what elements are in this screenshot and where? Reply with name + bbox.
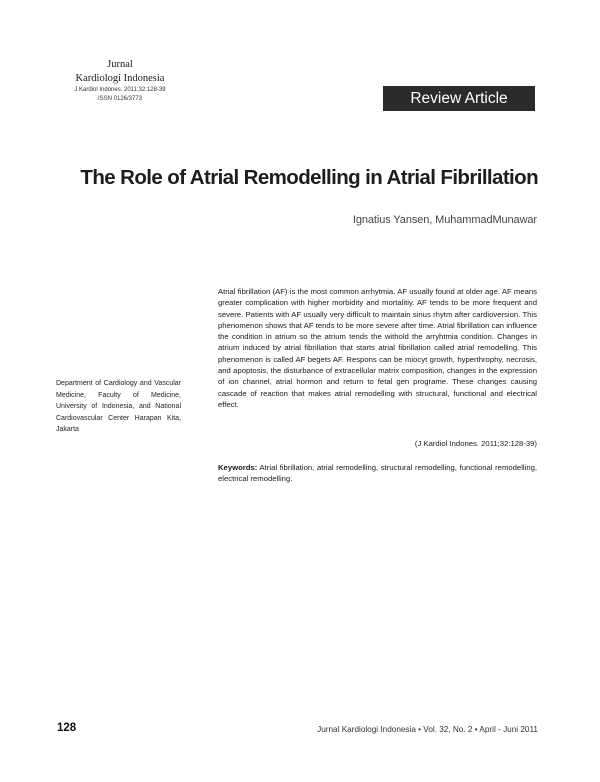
journal-name-line2: Kardiologi Indonesia <box>75 73 165 84</box>
journal-citation: J Kardiol Indones. 2011;32:128-39 <box>74 87 166 93</box>
article-title: The Role of Atrial Remodelling in Atrial Fibrillation <box>80 166 538 189</box>
footer-journal-issue: Jurnal Kardiologi Indonesia • Vol. 32, No. 2 • April - Juni 2011 <box>317 725 538 734</box>
keywords-section <box>218 462 537 485</box>
keywords-label: Keywords: <box>218 463 258 472</box>
abstract-text: Atrial fibrillation (AF) is the most common arrhytmia. AF usually found at older age. AF means greater complication with higher morbidity and mortalitiy. AF tends to be more frequent and severe. Patients with AF usually very difficult to maintain sinus rhytm after cardioversion. This phenomenon shows that AF tends to be more severe after time. Atrial fibrillation can influence the condition in atrium so the atrium tends the withold the arryhtmia condition. Changes in atrium induced by atrial fibrillation that starts atrial fibrillation called atrial remodelling. This phenomenon is called AF begets AF. Respons can be miocyt growth, hyperthrophy, necrosis, and apoptosis, the disturbance of extracellular matrix composition, changes in the expression of ion channel, atrial hormon and return to fetal gen programe. These changes causing cascade of reaction that makes atrial remodelling with structural, functional and electrical effect. <box>218 287 537 409</box>
keywords-text: Atrial fibrillation, atrial remodelling, structural remodelling, functional remodelling, electrical remodelling. <box>218 463 538 484</box>
abstract-citation: (J Kardiol Indones. 2011;32:128-39) <box>414 439 537 448</box>
journal-masthead <box>60 58 180 104</box>
article-type-badge: Review Article <box>383 86 535 111</box>
journal-issn: ISSN 0126/3773 <box>97 96 143 102</box>
page-number: 128 <box>57 722 77 734</box>
journal-name-line1: Jurnal <box>107 59 133 70</box>
article-authors: Ignatius Yansen, MuhammadMunawar <box>352 214 537 226</box>
author-affiliation: Department of Cardiology and Vascular Medicine, Faculty of Medicine, University of Indonesia, and National Cardiovascular Center Harapan Kita, Jakarta <box>56 380 181 433</box>
